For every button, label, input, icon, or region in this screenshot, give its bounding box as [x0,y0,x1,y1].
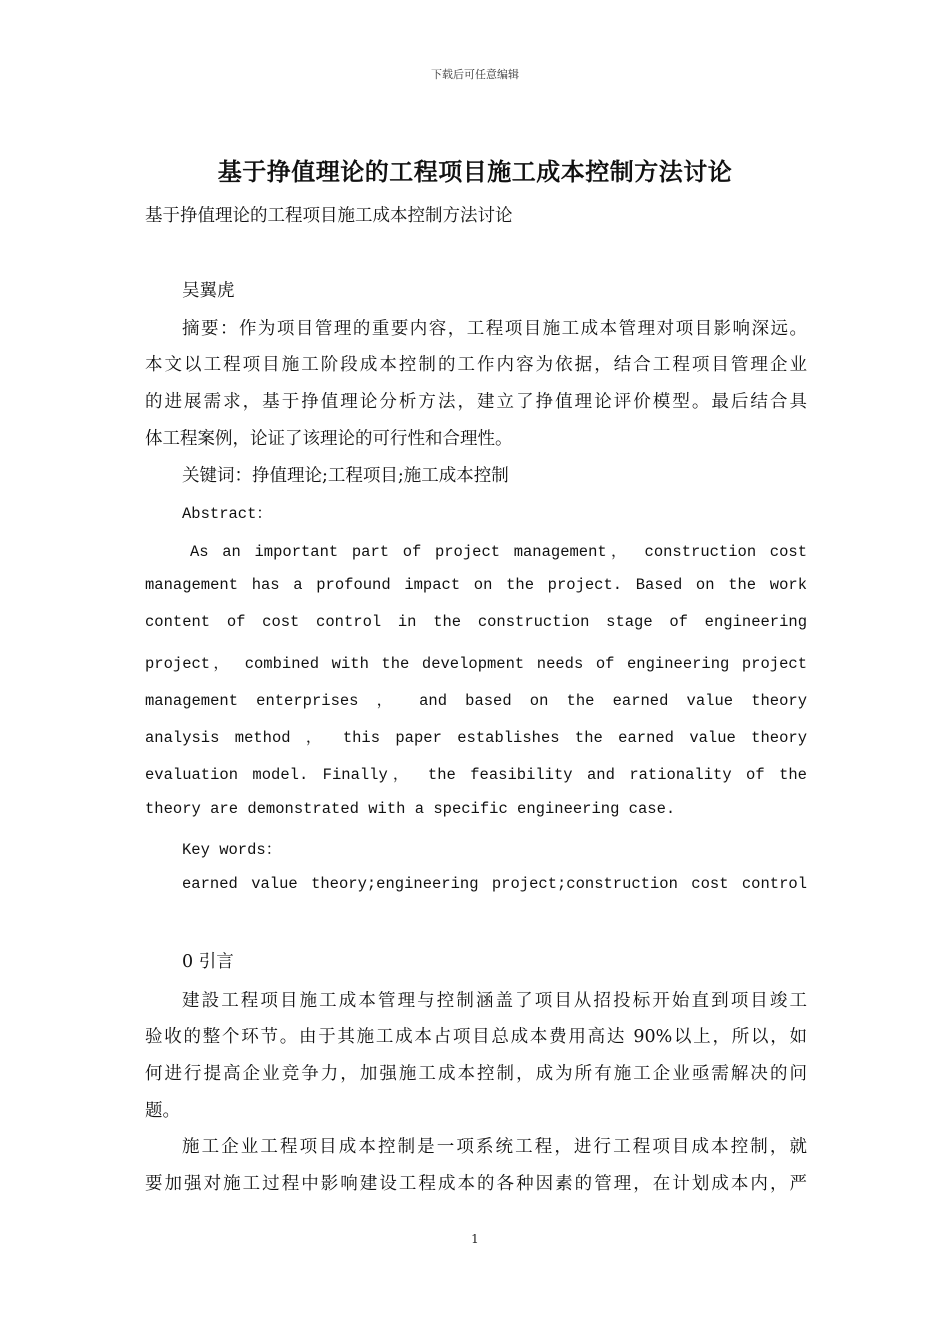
abstract-en-line: As an important part of project management， construction cost [190,543,807,561]
document-subtitle: 基于挣值理论的工程项目施工成本控制方法讨论 [145,206,513,226]
abstract-en-line: project， combined with the development needs of engineering project [145,655,807,673]
abstract-en-line: management enterprises ， and based on the earned value theory [145,692,807,710]
page-header-note: 下载后可任意编辑 [431,68,519,81]
abstract-en-label: Abstract： [182,505,272,523]
intro-paragraph-line: 何进行提高企业竞争力，加强施工成本控制，成为所有施工企业亟需解决的问 [145,1064,807,1084]
keywords-zh: 关键词：挣值理论;工程项目;施工成本控制 [182,466,509,486]
intro-paragraph-line: 题。 [145,1101,180,1121]
page-number: 1 [471,1232,479,1246]
abstract-en-line: content of cost control in the construction stage of engineering [145,613,807,631]
keywords-en-label: Key words： [182,841,282,859]
abstract-en-line: management has a profound impact on the project. Based on the work [145,576,807,594]
section-heading: 0 引言 [182,952,234,972]
abstract-en-line: analysis method ， this paper establishes the earned value theory [145,729,807,747]
intro-paragraph-line: 要加强对施工过程中影响建设工程成本的各种因素的管理，在计划成本内，严 [145,1174,807,1194]
document-title: 基于挣值理论的工程项目施工成本控制方法讨论 [217,157,733,186]
abstract-en-line: evaluation model. Finally， the feasibility and rationality of the [145,766,807,784]
intro-paragraph-line: 验收的整个环节。由于其施工成本占项目总成本费用高达 90%以上，所以，如 [145,1027,807,1047]
keywords-en: earned value theory;engineering project;construction cost control [182,875,807,893]
intro-paragraph-line: 建設工程项目施工成本管理与控制涵盖了项目从招投标开始直到项目竣工 [182,991,807,1011]
abstract-en-line: theory are demonstrated with a specific engineering case. [145,800,676,818]
abstract-zh-line: 体工程案例，论证了该理论的可行性和合理性。 [145,429,513,449]
author-name: 吴翼虎 [182,281,235,301]
intro-paragraph-line: 施工企业工程项目成本控制是一项系统工程，进行工程项目成本控制，就 [182,1137,807,1157]
abstract-zh-line: 本文以工程项目施工阶段成本控制的工作内容为依据，结合工程项目管理企业 [145,355,807,375]
abstract-zh-line: 摘要：作为项目管理的重要内容，工程项目施工成本管理对项目影响深远。 [182,319,807,339]
abstract-zh-line: 的进展需求，基于挣值理论分析方法，建立了挣值理论评价模型。最后结合具 [145,392,807,412]
